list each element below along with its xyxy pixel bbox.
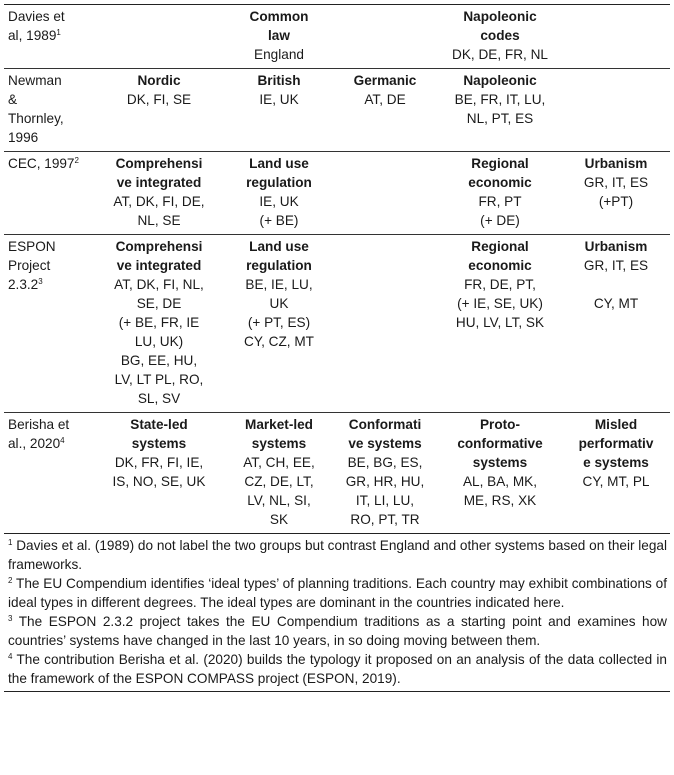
- footnote: [8, 574, 667, 612]
- source-label: Berisha et al., 2020: [8, 417, 70, 451]
- tradition-title: Conformati ve systems: [348, 417, 422, 451]
- typology-cell: [332, 5, 438, 69]
- tradition-title: Comprehensi ve integrated: [115, 239, 203, 273]
- tradition-title: Market-led systems: [245, 417, 313, 451]
- footnote: [8, 650, 667, 688]
- typology-cell: [438, 235, 562, 413]
- typology-cell: [332, 152, 438, 235]
- country-list: DK, FR, FI, IE, IS, NO, SE, UK: [112, 455, 206, 489]
- country-list: DK, FI, SE: [126, 92, 192, 107]
- tradition-title: State-led systems: [130, 417, 188, 451]
- source-cell: [4, 413, 92, 534]
- country-list: CY, MT, PL: [582, 474, 650, 489]
- typology-cell: [332, 235, 438, 413]
- tradition-title: Napoleonic: [463, 73, 537, 88]
- typology-cell: [92, 152, 226, 235]
- country-list: BE, FR, IT, LU, NL, PT, ES: [454, 92, 546, 126]
- typology-cell: [332, 413, 438, 534]
- typology-cell: [92, 69, 226, 152]
- tradition-title: Urbanism: [584, 156, 648, 171]
- footnote-marker: 2: [74, 156, 79, 165]
- typology-cell: [562, 69, 670, 152]
- tradition-title: Comprehensi ve integrated: [115, 156, 203, 190]
- country-list: IE, UK (+ BE): [259, 194, 299, 228]
- footnote-marker: 4: [60, 436, 65, 445]
- country-list: GR, IT, ES (+PT): [583, 175, 649, 209]
- country-list: FR, PT (+ DE): [478, 194, 522, 228]
- footnote-text: Davies et al. (1989) do not label the two groups but contrast England and other systems based on their legal frameworks.: [8, 538, 667, 572]
- footnotes: [4, 533, 670, 692]
- typology-cell: [562, 235, 670, 413]
- typology-cell: [226, 5, 332, 69]
- country-list: IE, UK: [259, 92, 299, 107]
- typology-cell: [562, 413, 670, 534]
- typology-cell: [226, 69, 332, 152]
- footnote-marker: 3: [38, 277, 43, 286]
- tradition-title: Regional economic: [468, 156, 532, 190]
- source-cell: [4, 152, 92, 235]
- typology-cell: [226, 235, 332, 413]
- typology-cell: [438, 5, 562, 69]
- source-label: CEC, 1997: [8, 156, 75, 171]
- typology-cell: [438, 152, 562, 235]
- country-list: England: [254, 47, 304, 62]
- table-body: [4, 5, 670, 534]
- tradition-title: British: [257, 73, 301, 88]
- country-list: AT, DK, FI, DE, NL, SE: [113, 194, 205, 228]
- tradition-title: Urbanism: [584, 239, 648, 254]
- typology-cell: [438, 413, 562, 534]
- typology-cell: [562, 5, 670, 69]
- tradition-title: Common law: [249, 9, 309, 43]
- source-label: Newman & Thornley, 1996: [8, 73, 64, 145]
- tradition-title: Germanic: [353, 73, 417, 88]
- footnote-number: 4: [8, 652, 13, 661]
- source-cell: [4, 69, 92, 152]
- country-list: AT, DK, FI, NL, SE, DE (+ BE, FR, IE LU, UK) BG, EE, HU, LV, LT PL, RO, SL, SV: [114, 277, 204, 406]
- typology-cell: [92, 235, 226, 413]
- typology-cell: [438, 69, 562, 152]
- source-cell: [4, 235, 92, 413]
- country-list: AT, CH, EE, CZ, DE, LT, LV, NL, SI, SK: [243, 455, 315, 527]
- footnote-text: The EU Compendium identifies ‘ideal types’ of planning traditions. Each country may exhibit combinations of ideal types in different degrees. The ideal types are dominant in the countries indicated here.: [8, 576, 667, 610]
- country-list: GR, IT, ES CY, MT: [583, 258, 649, 311]
- table-row: [4, 152, 670, 235]
- typology-cell: [226, 413, 332, 534]
- source-label: Davies et al, 1989: [8, 9, 65, 43]
- country-list: BE, BG, ES, GR, HR, HU, IT, LI, LU, RO, PT, TR: [345, 455, 425, 527]
- country-list: AL, BA, MK, ME, RS, XK: [462, 474, 538, 508]
- footnote-number: 3: [8, 614, 13, 623]
- country-list: AT, DE: [364, 92, 406, 107]
- footnote-marker: 1: [56, 28, 61, 37]
- footnote-number: 2: [8, 576, 13, 585]
- tradition-title: Land use regulation: [246, 239, 312, 273]
- typology-document: [4, 4, 670, 692]
- tradition-title: Proto- conformative systems: [457, 417, 543, 470]
- country-list: BE, IE, LU, UK (+ PT, ES) CY, CZ, MT: [244, 277, 314, 349]
- planning-typology-table: [4, 4, 670, 533]
- tradition-title: Nordic: [137, 73, 181, 88]
- country-list: DK, DE, FR, NL: [452, 47, 548, 62]
- table-row: [4, 413, 670, 534]
- source-label: ESPON Project 2.3.2: [8, 239, 56, 292]
- country-list: FR, DE, PT, (+ IE, SE, UK) HU, LV, LT, SK: [455, 277, 545, 330]
- tradition-title: Napoleonic codes: [463, 9, 537, 43]
- tradition-title: Regional economic: [468, 239, 532, 273]
- footnote-text: The contribution Berisha et al. (2020) builds the typology it proposed on an analysis of the data collected in the framework of the ESPON COMPASS project (ESPON, 2019).: [8, 652, 667, 686]
- typology-cell: [92, 5, 226, 69]
- footnote: [8, 536, 667, 574]
- tradition-title: Land use regulation: [246, 156, 312, 190]
- source-cell: [4, 5, 92, 69]
- typology-cell: [332, 69, 438, 152]
- typology-cell: [92, 413, 226, 534]
- table-row: [4, 69, 670, 152]
- table-row: [4, 235, 670, 413]
- typology-cell: [562, 152, 670, 235]
- table-row: [4, 5, 670, 69]
- footnote-number: 1: [8, 538, 13, 547]
- footnote: [8, 612, 667, 650]
- tradition-title: Misled performativ e systems: [578, 417, 654, 470]
- typology-cell: [226, 152, 332, 235]
- footnote-text: The ESPON 2.3.2 project takes the EU Compendium traditions as a starting point and examines how countries’ systems have changed in the last 10 years, in so doing moving between them.: [8, 614, 667, 648]
